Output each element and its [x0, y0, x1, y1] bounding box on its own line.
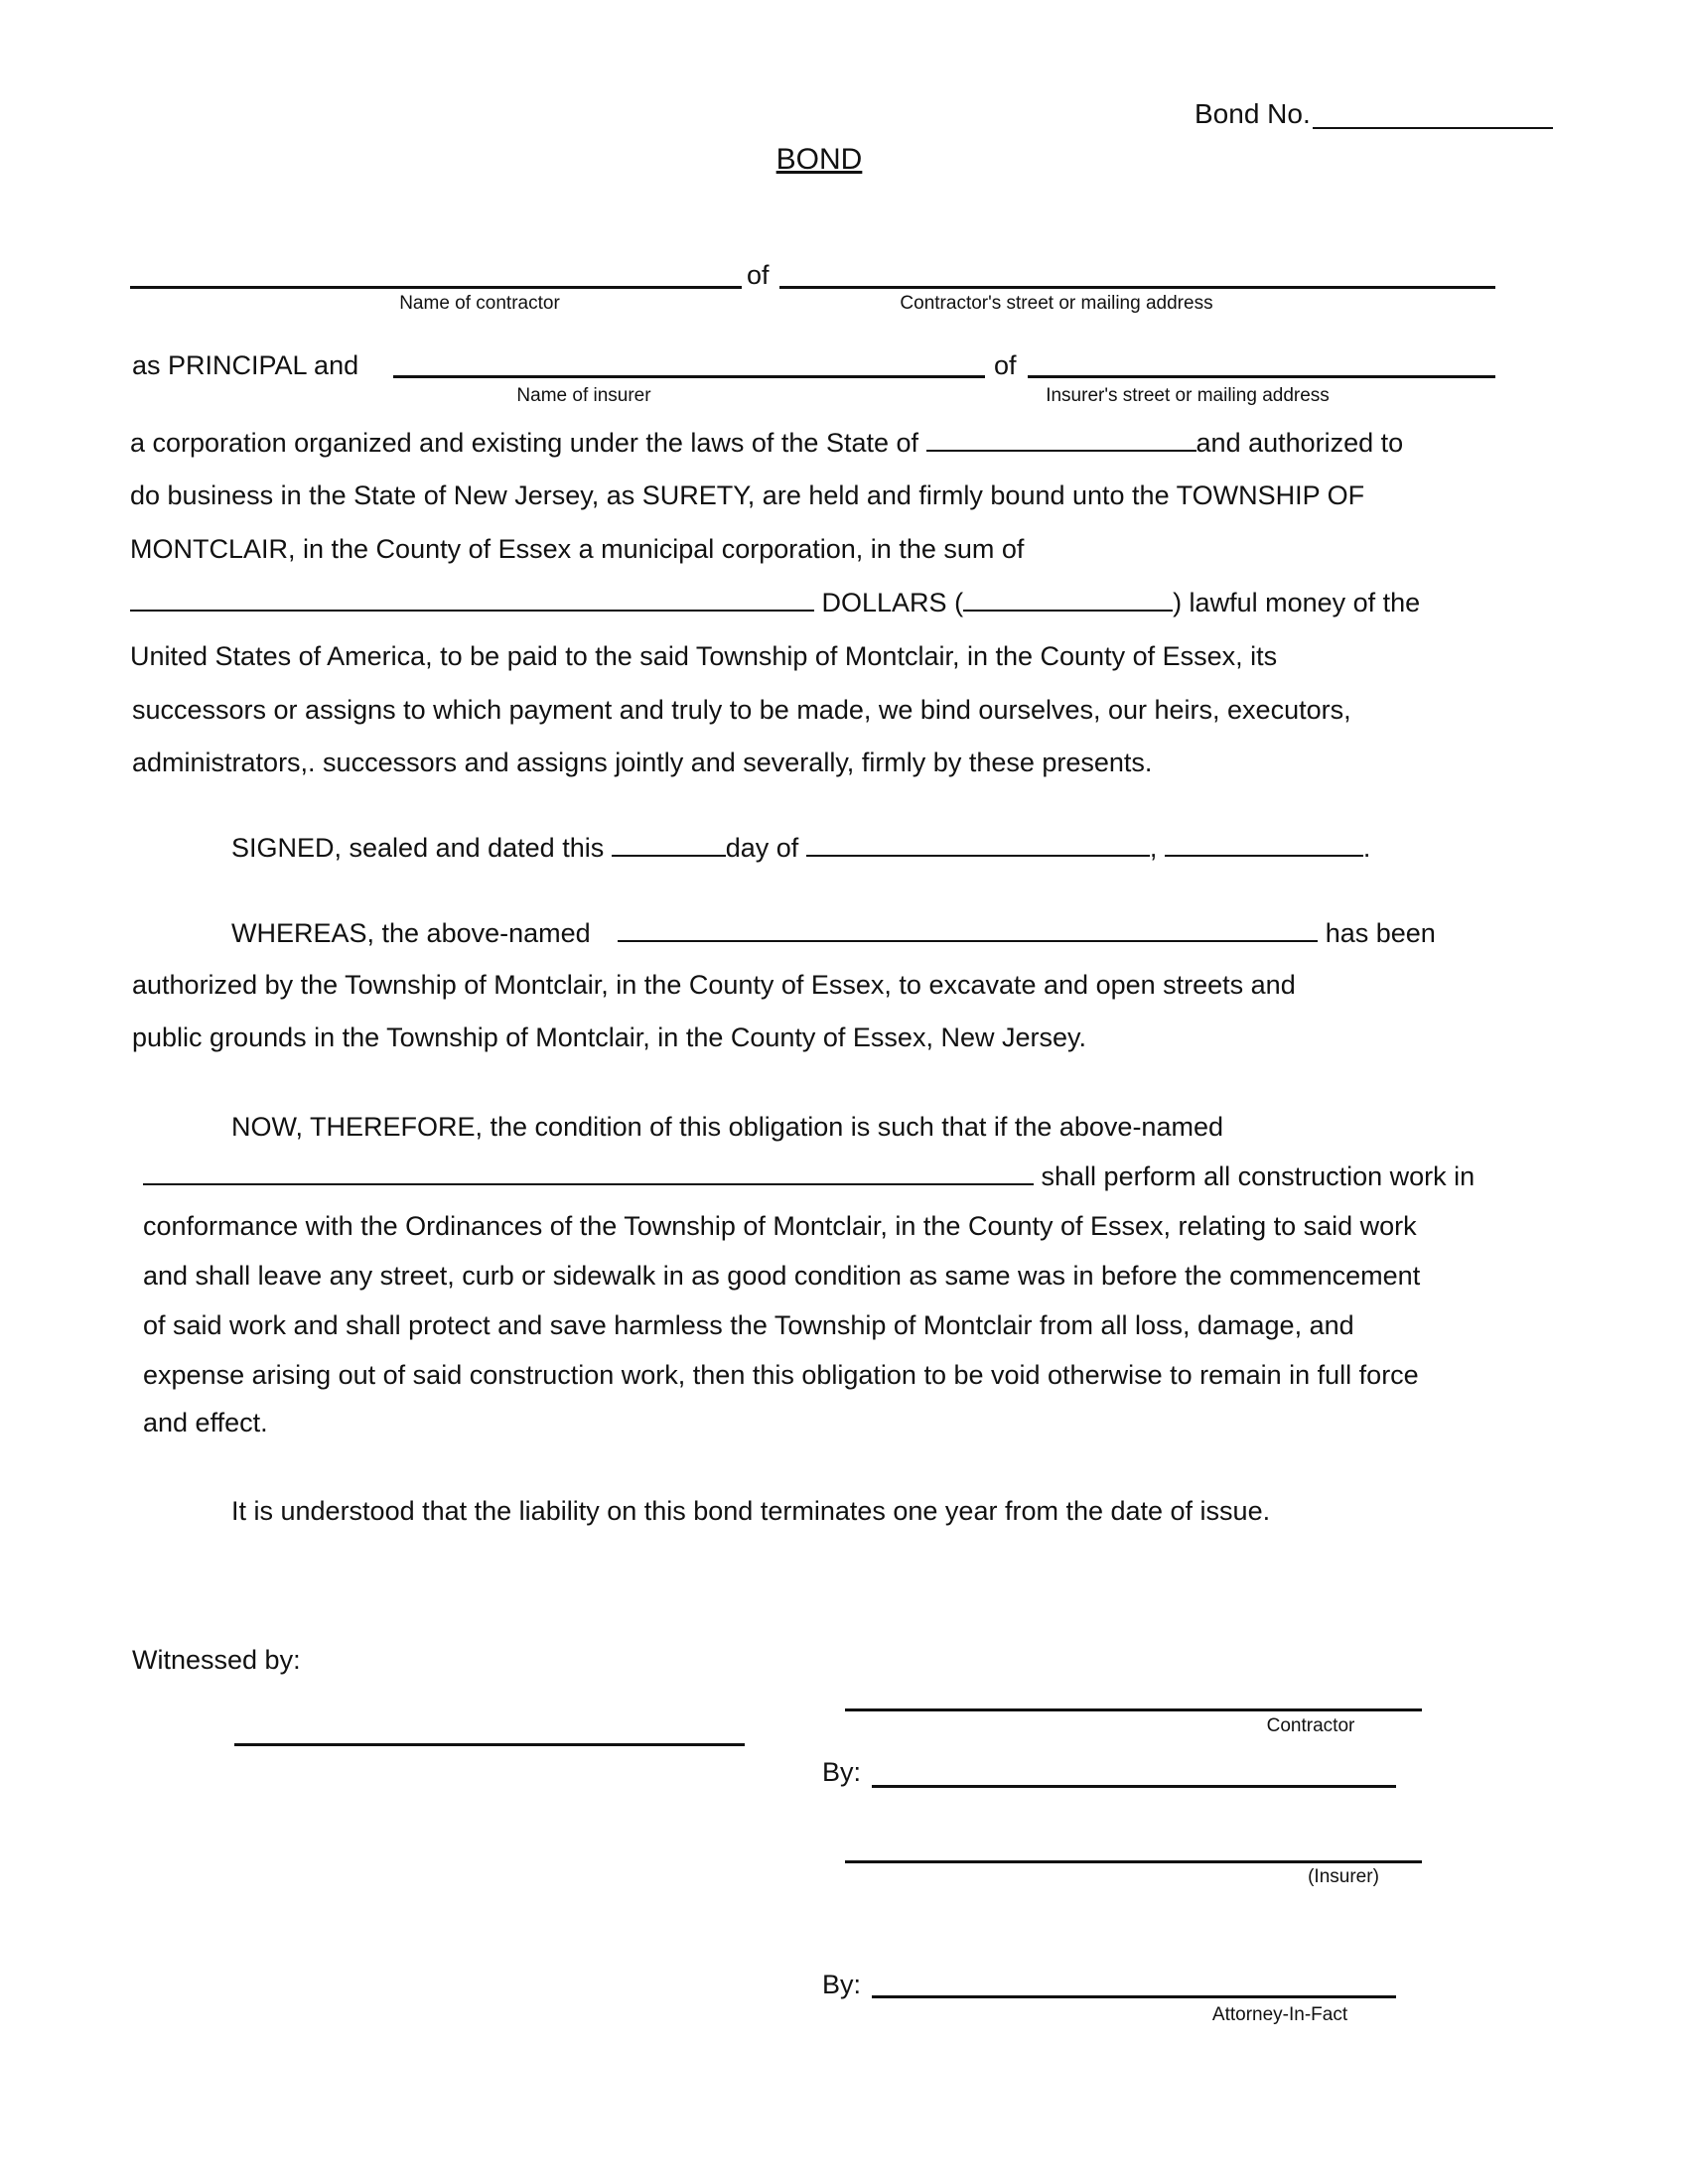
body-text: ) lawful money of the [1173, 588, 1421, 617]
body-line: expense arising out of said construction work, then this obligation to be void otherwise to remain in full force [143, 1360, 1419, 1390]
signed-text: SIGNED, sealed and dated this [231, 833, 605, 863]
whereas-line [231, 918, 1436, 948]
insurer-label: (Insurer) [1308, 1866, 1379, 1887]
attorney-signature-field[interactable] [872, 1995, 1396, 1998]
sum-number-field[interactable] [963, 588, 1173, 612]
contractor-name-label: Name of contractor [399, 293, 560, 314]
body-line [143, 1161, 1475, 1191]
sum-words-field[interactable] [130, 588, 814, 612]
insurer-signature-field[interactable] [845, 1860, 1422, 1863]
by-label: By: [822, 1970, 862, 1999]
by-label: By: [822, 1757, 862, 1787]
body-line: NOW, THEREFORE, the condition of this obligation is such that if the above-named [231, 1112, 1223, 1142]
principal-text: as PRINCIPAL and [132, 350, 359, 380]
contractor-address-field[interactable] [779, 286, 1495, 289]
signed-line [231, 833, 1370, 863]
body-text: shall perform all construction work in [1041, 1161, 1476, 1191]
signed-month-field[interactable] [806, 833, 1150, 857]
comma: , [1149, 833, 1158, 863]
bond-no-label: Bond No. [1195, 98, 1311, 129]
of-text: of [994, 350, 1017, 380]
body-line: authorized by the Township of Montclair, in the County of Essex, to excavate and open streets and [132, 970, 1296, 1000]
body-line: successors or assigns to which payment and truly to be made, we bind ourselves, our heirs, executors, [132, 695, 1351, 725]
body-line: conformance with the Ordinances of the Township of Montclair, in the County of Essex, relating to said work [143, 1211, 1417, 1241]
body-line [130, 428, 1403, 458]
insurer-name-label: Name of insurer [516, 385, 651, 406]
body-line: MONTCLAIR, in the County of Essex a municipal corporation, in the sum of [130, 534, 1025, 564]
bond-no-field[interactable] [1313, 127, 1553, 129]
body-line [130, 588, 1420, 617]
body-text: DOLLARS ( [821, 588, 964, 617]
insurer-address-label: Insurer's street or mailing address [1046, 385, 1330, 406]
signed-year-field[interactable] [1165, 833, 1363, 857]
insurer-name-field[interactable] [393, 375, 985, 378]
contractor-name-field[interactable] [130, 286, 742, 289]
body-line: and effect. [143, 1408, 268, 1437]
contractor-by-field[interactable] [872, 1785, 1396, 1788]
state-field[interactable] [926, 428, 1196, 452]
body-text: and authorized to [1196, 428, 1404, 458]
whereas-text: WHEREAS, the above-named [231, 918, 591, 948]
signed-day-field[interactable] [612, 833, 726, 857]
body-line: of said work and shall protect and save harmless the Township of Montclair from all loss, damage, and [143, 1310, 1354, 1340]
contractor-address-label: Contractor's street or mailing address [900, 293, 1213, 314]
contractor-signature-field[interactable] [845, 1708, 1422, 1711]
body-line: administrators,. successors and assigns jointly and severally, firmly by these presents. [132, 748, 1153, 777]
witnessed-by-label: Witnessed by: [132, 1645, 301, 1675]
body-line: do business in the State of New Jersey, as SURETY, are held and firmly bound unto the TOWNSHIP OF [130, 480, 1365, 510]
body-line: and shall leave any street, curb or sidewalk in as good condition as same was in before the commencement [143, 1261, 1421, 1291]
attorney-label: Attorney-In-Fact [1211, 2004, 1348, 2025]
whereas-name-field[interactable] [618, 918, 1318, 942]
body-text: a corporation organized and existing under the laws of the State of [130, 428, 919, 458]
whereas-text: has been [1325, 918, 1436, 948]
now-name-field[interactable] [143, 1161, 1034, 1185]
signed-text: day of [725, 833, 799, 863]
insurer-address-field[interactable] [1028, 375, 1495, 378]
of-text: of [747, 260, 770, 290]
witness-signature-field[interactable] [234, 1743, 745, 1746]
period: . [1362, 833, 1371, 863]
document-title: BOND [775, 143, 863, 176]
body-line: public grounds in the Township of Montclair, in the County of Essex, New Jersey. [132, 1023, 1086, 1052]
contractor-label: Contractor [1266, 1715, 1355, 1736]
body-line: United States of America, to be paid to the said Township of Montclair, in the County of Essex, its [130, 641, 1278, 671]
liability-text: It is understood that the liability on this bond terminates one year from the date of issue. [231, 1496, 1271, 1526]
